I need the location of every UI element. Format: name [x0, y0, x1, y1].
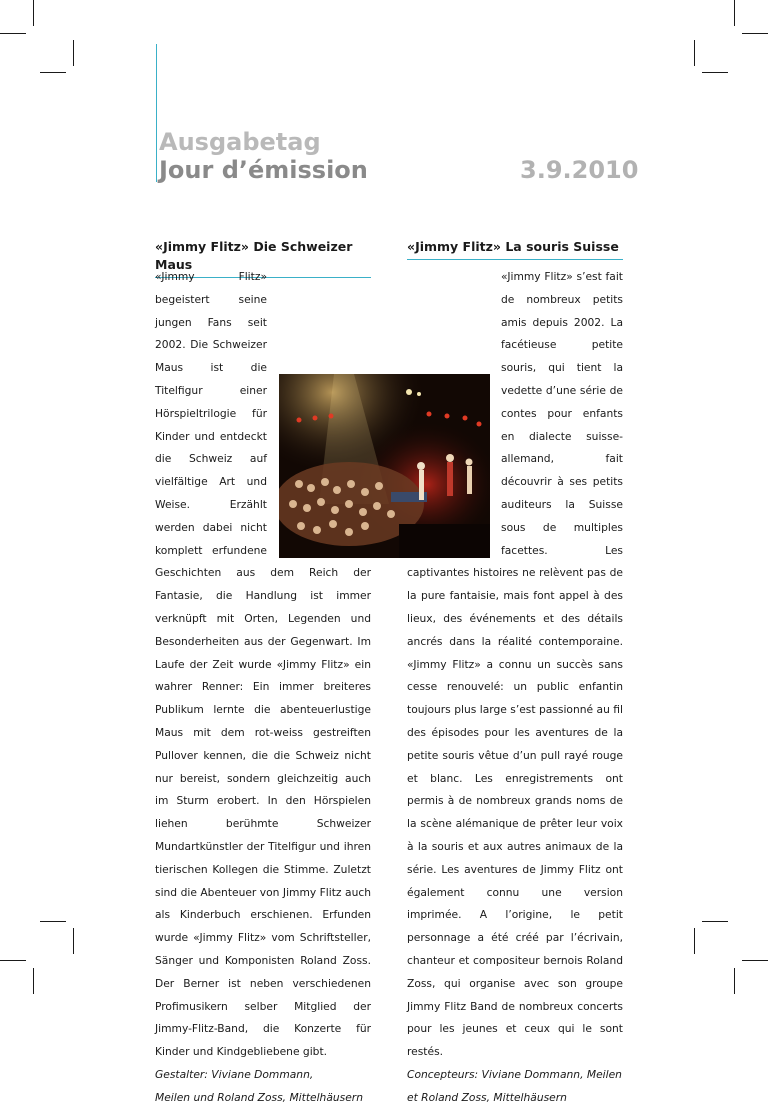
page-title-german: Ausgabetag [159, 128, 321, 156]
german-body: «Jimmy Flitz» begeistert seine jungen Fans seit 2002. Die Schweizer Maus ist die Titelfigur einer Hörspieltrilogie für Kinder und entdeckt die Schweiz auf vielfältige Art und Weise. Erzählt werden dabei nicht komplett erfundene Geschichten aus dem Reich der Fantasie, die Handlung ist immer verknüpft mit Orten, Legenden und Besonderheiten aus der Gegenwart. Im Laufe der Zeit wurde «Jimmy Flitz» ein wahrer Renner: Ein immer breiteres Publikum lernte die abenteuerlustige Maus mit dem rot-weiss gestreiften Pullover kennen, die die Schweiz nicht nur bereist, sondern gleichzeitig auch im Sturm erobert. In den Hörspielen liehen berühmte Schweizer Mundartkünstler der Titelfigur und ihren tierischen Kollegen die Stimme. Zuletzt sind die Abenteuer von Jimmy Flitz auch als Kinderbuch erschienen. Erfunden wurde «Jimmy Flitz» vom Schriftsteller, Sänger und Komponisten Roland Zoss. Der Berner ist neben verschiedenen Profimusikern selber Mitglied der Jimmy-Flitz-Band, die Konzerte für Kinder und Kindgebliebene gibt. [155, 270, 371, 1059]
crop-mark [33, 0, 34, 26]
french-heading: «Jimmy Flitz» La souris Suisse [407, 238, 623, 260]
german-heading: «Jimmy Flitz» Die Schweizer Maus [155, 238, 371, 278]
concert-photo-illustration [279, 374, 490, 558]
crop-mark [33, 968, 34, 994]
crop-mark [40, 921, 66, 922]
crop-mark [694, 40, 695, 66]
crop-mark [742, 960, 768, 961]
crop-mark [694, 928, 695, 954]
german-credit-1: Gestalter: Viviane Dommann, [155, 1067, 314, 1081]
crop-mark [742, 33, 768, 34]
crop-mark [734, 0, 735, 26]
crop-mark [0, 960, 26, 961]
crop-mark [73, 928, 74, 954]
crop-mark [702, 921, 728, 922]
crop-mark [40, 72, 66, 73]
page-title-french: Jour d’émission [159, 156, 368, 184]
concert-photo [279, 374, 490, 558]
crop-mark [734, 968, 735, 994]
french-body: «Jimmy Flitz» s’est fait de nombreux petits amis depuis 2002. La facétieuse petite souris, qui tient la vedette d’une série de contes pour enfants en dialecte suisse-allemand, fait découvrir à ses petits auditeurs la Suisse sous de multiples facettes. Les captivantes histoires ne relèvent pas de la pure fantaisie, mais font appel à des lieux, des événements et des détails ancrés dans la réalité contemporaine. «Jimmy Flitz» a connu un succès sans cesse renouvelé: un public enfantin toujours plus large s’est passionné au fil des épisodes pour les aventures de la petite souris vêtue d’un pull rayé rouge et blanc. Les enregistrements ont permis à de nombreux grands noms de la scène alémanique de prêter leur voix à la souris et aux autres animaux de la série. Les aventures de Jimmy Flitz ont également connu une version imprimée. A l’origine, le petit personnage a été créé par l’écrivain, chanteur et compositeur bernois Roland Zoss, qui organise avec son groupe Jimmy Flitz Band de nombreux concerts pour les jeunes et ceux qui le sont restés. [407, 270, 623, 1059]
french-credit-2: et Roland Zoss, Mittelhäusern [407, 1090, 567, 1104]
french-credit-1: Concepteurs: Viviane Dommann, Meilen [407, 1067, 622, 1081]
crop-mark [0, 33, 26, 34]
german-credit-2: Meilen und Roland Zoss, Mittelhäusern [155, 1090, 363, 1104]
accent-rule [156, 44, 157, 182]
crop-mark [73, 40, 74, 66]
issue-date: 3.9.2010 [520, 156, 639, 184]
crop-mark [702, 72, 728, 73]
